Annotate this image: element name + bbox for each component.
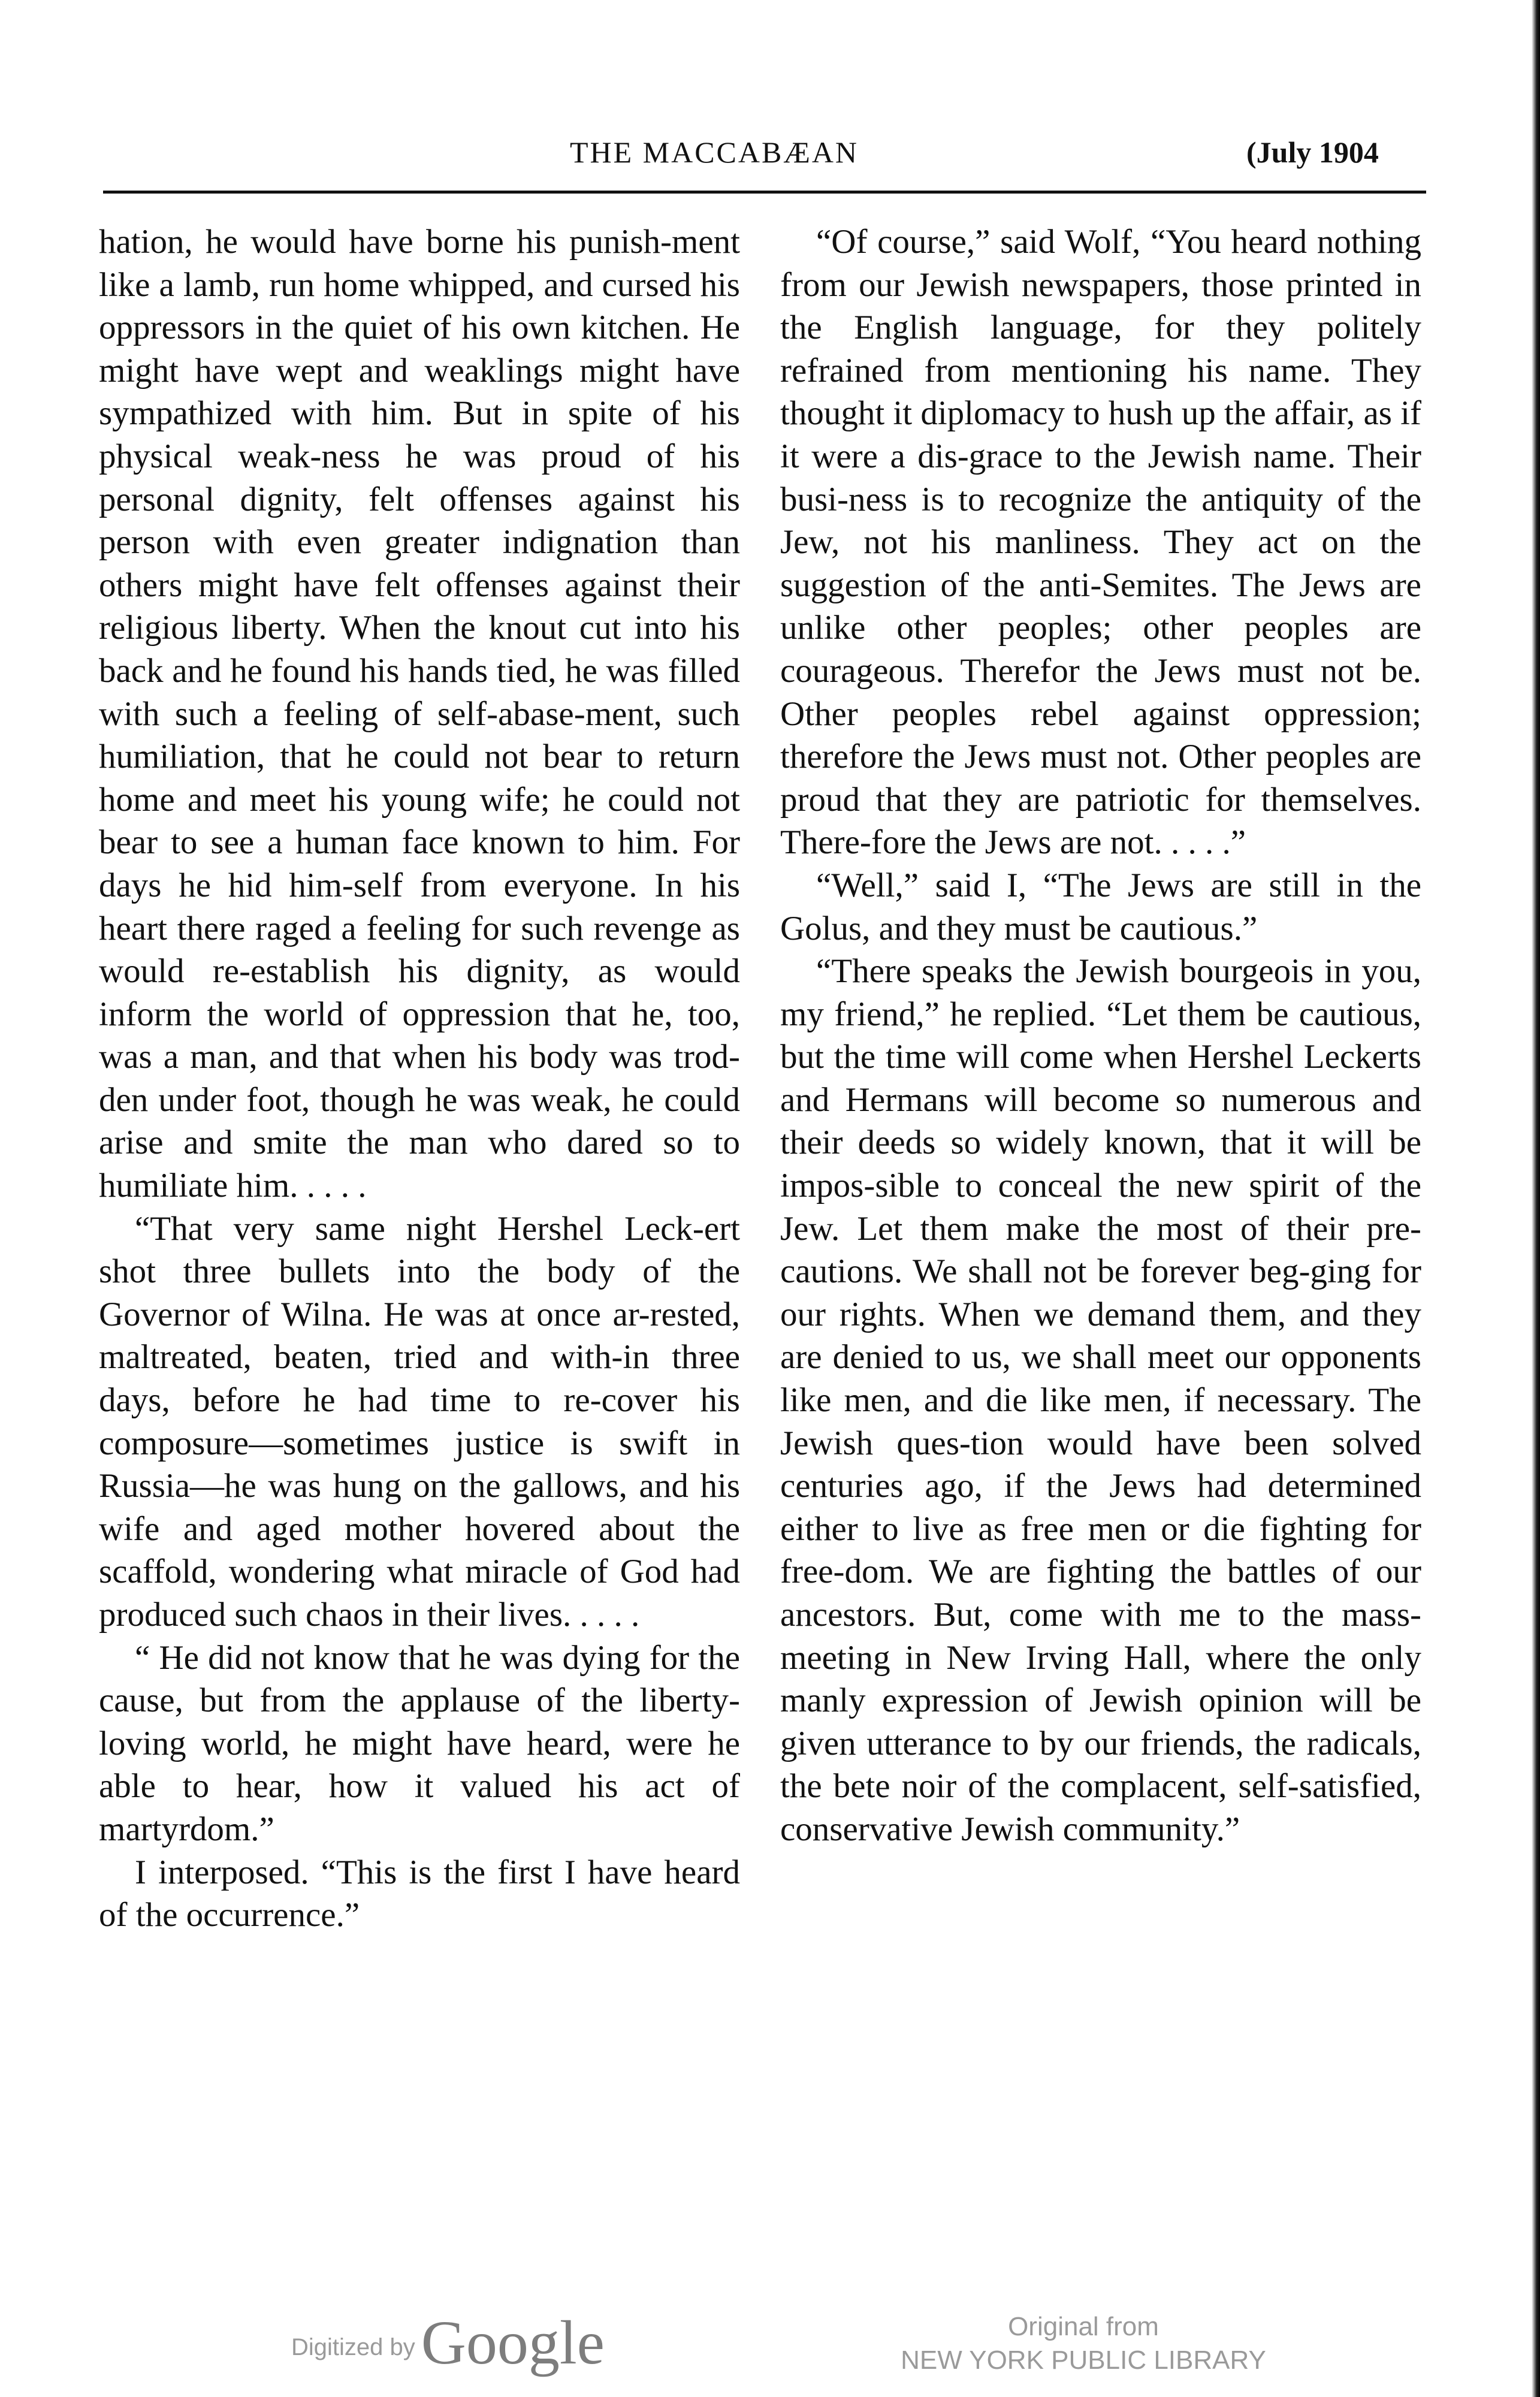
left-column (99, 221, 740, 1937)
paragraph: hation, he would have borne his punish-ment like a lamb, run home whipped, and cursed his oppressors in the quiet of his own kitchen. He might have wept and weaklings might have sympathized with him. But in spite of his physical weak-ness he was proud of his personal dignity, felt offenses against his person with even greater indignation than others might have felt offenses against their religious liberty. When the knout cut into his back and he found his hands tied, he was filled with such a feeling of self-abase-ment, such humiliation, that he could not bear to return home and meet his young wife; he could not bear to see a human face known to him. For days he hid him-self from everyone. In his heart there raged a feeling for such revenge as would re-establish his dignity, as would inform the world of oppression that he, too, was a man, and that when his body was trod-den under foot, though he was weak, he could arise and smite the man who dared so to humiliate him. . . . . (99, 223, 740, 1205)
source-notice (898, 2310, 1269, 2377)
google-logo: Google (421, 2308, 605, 2377)
right-column (780, 221, 1421, 1851)
running-head-title: THE MACCABÆAN (569, 135, 859, 169)
paragraph: “There speaks the Jewish bourgeois in you, my friend,” he replied. “Let them be cautious, but the time will come when Hershel Leckerts and Hermans will become so numerous and their deeds so widely known, that it will be impos-sible to conceal the new spirit of the Jew. Let them make the most of their pre-cautions. We shall not be forever beg-ging for our rights. When we demand them, and they are denied to us, we shall meet our opponents like men, and die like men, if necessary. The Jewish ques-tion would have been solved centuries ago, if the Jews had determined either to live as free men or die fighting for free-dom. We are fighting the battles of our ancestors. But, come with me to the mass-meeting in New Irving Hall, where the only manly expression of Jewish opinion will be given utterance to by our friends, the radicals, the bete noir of the complacent, self-satisfied, conservative Jewish community.” (780, 952, 1421, 1848)
digitized-by-label: Digitized by (291, 2334, 415, 2360)
paragraph: “Of course,” said Wolf, “You heard nothing from our Jewish newspapers, those printed in the English language, for they politely refrained from mentioning his name. They thought it diplomacy to hush up the affair, as if it were a dis-grace to the Jewish name. Their busi-ness is to recognize the antiquity of the Jew, not his manliness. They act on the suggestion of the anti-Semites. The Jews are unlike other peoples; other peoples are courageous. Therefor the Jews must not be. Other peoples rebel against oppression; therefore the Jews must not. Other peoples are proud that they are patriotic for themselves. There-fore the Jews are not. . . . .” (780, 223, 1421, 862)
paragraph: I interposed. “This is the first I have heard of the occurrence.” (99, 1853, 740, 1934)
paragraph: “ He did not know that he was dying for the cause, but from the applause of the liberty-loving world, he might have heard, were he able to hear, how it valued his act of martyrdom.” (99, 1638, 740, 1848)
scan-edge (1532, 0, 1540, 2397)
header-rule (103, 191, 1426, 194)
running-head-date: (July 1904 (1246, 135, 1379, 169)
digitized-by-notice (291, 2307, 605, 2378)
paragraph: “Well,” said I, “The Jews are still in the Golus, and they must be cautious.” (780, 866, 1421, 947)
original-from-label: Original from (1008, 2312, 1159, 2341)
library-name: NEW YORK PUBLIC LIBRARY (901, 2345, 1266, 2375)
paragraph: “That very same night Hershel Leck-ert shot three bullets into the body of the Governor of Wilna. He was at once ar-rested, maltreated, beaten, tried and with-in three days, before he had time to re-cover his composure—sometimes justice is swift in Russia—he was hung on the gallows, and his wife and aged mother hovered about the scaffold, wondering what miracle of God had produced such chaos in their lives. . . . . (99, 1209, 740, 1634)
